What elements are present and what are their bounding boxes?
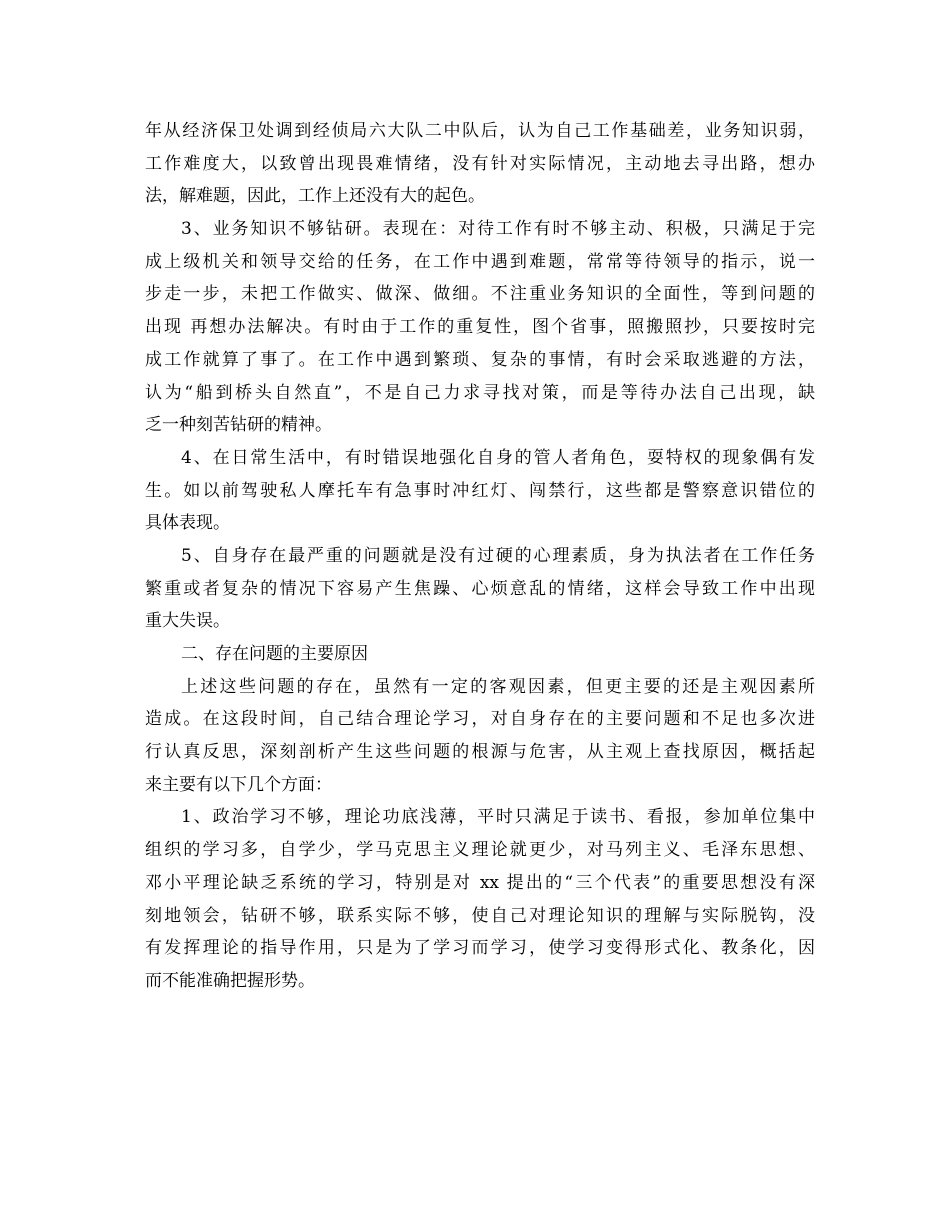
paragraph-first-line: 上述这些问题的存在，虽然有一定的客观因素，但更主要的还是主观因素所 (181, 676, 815, 697)
document-body (145, 115, 815, 998)
text-line: 行认真反思，深刻剖析产生这些问题的根源与危害，从主观上查找原因，概括起 (145, 742, 815, 763)
text-line: 生。如以前驾驶私人摩托车有急事时冲红灯、闯禁行，这些都是警察意识错位的 (145, 480, 815, 501)
paragraph-first-line: 4、在日常生活中，有时错误地强化自身的管人者角色，耍特权的现象偶有发 (181, 447, 815, 468)
text-line: 年从经济保卫处调到经侦局六大队二中队后，认为自己工作基础差，业务知识弱， (145, 121, 815, 141)
text-line: 乏一种刻苦钻研的精神。 (145, 415, 332, 436)
text-line: 出现 再想办法解决。有时由于工作的重复性，图个省事，照搬照抄，只要按时完 (145, 317, 815, 338)
text-line: 邓小平理论缺乏系统的学习，特别是对 xx 提出的“三个代表”的重要思想没有深 (145, 872, 815, 893)
paragraph-first-line: 二、存在问题的主要原因 (181, 644, 368, 664)
text-line: 有发挥理论的指导作用，只是为了学习而学习，使学习变得形式化、教条化，因 (145, 938, 815, 959)
text-line: 来主要有以下几个方面： (145, 774, 332, 795)
text-line: 而不能准确把握形势。 (145, 970, 315, 991)
text-line: 刻地领会，钻研不够，联系实际不够，使自己对理论知识的理解与实际脱钩，没 (145, 905, 815, 926)
text-line: 法，解难题，因此，工作上还没有大的起色。 (145, 186, 485, 207)
text-line: 重大失误。 (145, 611, 230, 632)
text-line: 成工作就算了事了。在工作中遇到繁琐、复杂的事情，有时会采取逃避的方法， (145, 349, 815, 370)
text-line: 认为“船到桥头自然直”，不是自己力求寻找对策，而是等待办法自己出现，缺 (145, 382, 815, 403)
text-line: 工作难度大，以致曾出现畏难情绪，没有针对实际情况，主动地去寻出路，想办 (145, 153, 815, 174)
text-line: 繁重或者复杂的情况下容易产生焦躁、心烦意乱的情绪，这样会导致工作中出现 (145, 578, 815, 599)
paragraph-first-line: 5、自身存在最严重的问题就是没有过硬的心理素质，身为执法者在工作任务 (181, 545, 815, 566)
text-line: 步走一步，未把工作做实、做深、做细。不注重业务知识的全面性，等到问题的 (145, 284, 815, 305)
text-line: 具体表现。 (145, 513, 230, 534)
text-line: 造成。在这段时间，自己结合理论学习，对自身存在的主要问题和不足也多次进 (145, 709, 815, 730)
text-line: 成上级机关和领导交给的任务，在工作中遇到难题，常常等待领导的指示，说一 (145, 251, 815, 272)
text-line: 组织的学习多，自学少，学马克思主义理论就更少，对马列主义、毛泽东思想、 (145, 840, 815, 861)
paragraph-first-line: 3、业务知识不够钻研。表现在：对待工作有时不够主动、积极，只满足于完 (181, 219, 815, 240)
paragraph-first-line: 1、政治学习不够，理论功底浅薄，平时只满足于读书、看报，参加单位集中 (181, 807, 815, 828)
